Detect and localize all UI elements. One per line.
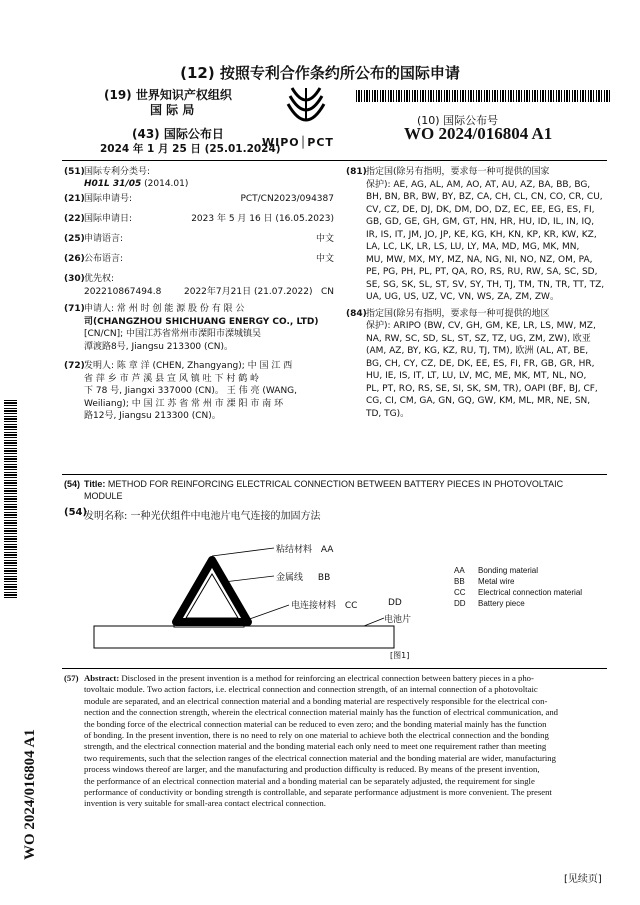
title-cn-text: 发明名称: 一种光伏组件中电池片电气连接的加固方法 bbox=[84, 511, 321, 522]
barcode-top bbox=[356, 90, 610, 102]
label-dd: DD bbox=[388, 598, 402, 608]
label-conn-cn: 电连接材料 bbox=[291, 601, 337, 611]
label-wire-cn: 金属线 bbox=[276, 573, 304, 583]
f84-line: BG, CH, CY, CZ, DE, DK, EE, ES, FI, FR, GB, GR, HR, bbox=[366, 358, 595, 369]
f84-line: (AM, AZ, BY, KG, KZ, RU, TJ, TM), 欧洲 (AL, AT, BE, bbox=[366, 346, 589, 356]
f81-line: MU, MW, MX, MY, MZ, NA, NG, NI, NO, NZ, OM, PA, bbox=[366, 254, 593, 265]
f72-line: 路12号, Jiangsu 213300 (CN)。 bbox=[84, 411, 221, 421]
abstract bbox=[64, 673, 614, 810]
wipo-pct-text: WIPO│PCT bbox=[262, 136, 334, 149]
f21-label: 国际申请号: bbox=[84, 194, 133, 204]
legend-text: Battery piece bbox=[478, 599, 525, 608]
f30-label: 优先权: bbox=[84, 274, 115, 284]
figure-1 bbox=[84, 530, 614, 670]
abstract-text: process windows thereof are larger, and the manufacturing and production difficulty is reduced. By means of the present invention, bbox=[84, 764, 540, 775]
f84-line: 保护): ARIPO (BW, CV, GH, GM, KE, LR, LS, MW, MZ, bbox=[366, 321, 596, 331]
abstract-text: the performance of an electrical connection material and a bonding material can be separately adjusted, the requirement for single bbox=[84, 775, 535, 786]
abstract-line bbox=[84, 696, 614, 707]
title-cn-num: (54) bbox=[64, 507, 88, 518]
abstract-line bbox=[84, 764, 614, 775]
f51-value-suffix: (2014.01) bbox=[141, 179, 189, 189]
f84-line: 指定国(除另有指明，要求每一种可提供的地区 bbox=[366, 308, 550, 319]
f21-value: PCT/CN2023/094387 bbox=[240, 194, 334, 204]
legend-code: DD bbox=[454, 599, 466, 608]
title-en-num: (54) bbox=[64, 479, 81, 489]
f81-line: SE, SG, SK, SL, ST, SV, SY, TH, TJ, TM, TN, TR, TT, TZ, bbox=[366, 279, 605, 290]
f51-label: 国际专利分类号: bbox=[84, 167, 151, 177]
f71-line: 潭渡路8号, Jiangsu 213300 (CN)。 bbox=[84, 341, 234, 352]
f25-label: 申请语言: bbox=[84, 234, 124, 244]
f71-num: (71) bbox=[64, 304, 85, 314]
label-battery: 电池片 bbox=[384, 615, 412, 625]
wipo-logo bbox=[262, 80, 362, 150]
f81-line: 指定国(除另有指明，要求每一种可提供的国家 bbox=[366, 167, 550, 177]
label-bonding-cn: 粘结材料 bbox=[276, 545, 313, 555]
legend-item bbox=[454, 565, 582, 576]
abstract-line bbox=[84, 798, 614, 809]
figure-legend bbox=[454, 565, 582, 609]
abstract-text: two requirements, such that the selection ranges of the electrical connection material and the bonding material are wider, manufacturing bbox=[84, 752, 556, 763]
f26-label: 公布语言: bbox=[84, 254, 124, 264]
f51-num: (51) bbox=[64, 167, 85, 177]
org-code: (19) bbox=[104, 88, 132, 102]
side-pubno: WO 2024/016804 A1 bbox=[22, 729, 38, 860]
f72-num: (72) bbox=[64, 361, 85, 371]
label-cc: CC bbox=[344, 601, 358, 611]
f81-line: GB, GD, GE, GH, GM, GT, HN, HR, HU, ID, IL, IN, IQ, bbox=[366, 217, 595, 227]
legend-item bbox=[454, 576, 582, 587]
legend-code: CC bbox=[454, 588, 466, 597]
title-en-line: MODULE bbox=[84, 491, 123, 501]
f72-line: 发明人: 陈 章 洋 (CHEN, Zhangyang); 中 国 江 西 bbox=[84, 361, 293, 371]
label-conn bbox=[291, 598, 357, 611]
f81-line: IR, IS, IT, JM, JO, JP, KE, KG, KH, KN, KP, KR, KW, KZ, bbox=[366, 229, 597, 240]
label-bonding bbox=[276, 542, 333, 555]
abstract-line bbox=[64, 673, 614, 684]
f51-value: H01L 31/05 bbox=[84, 179, 142, 189]
f81-line: LA, LC, LK, LR, LS, LU, LY, MA, MD, MG, MK, MN, bbox=[366, 242, 580, 252]
f21-num: (21) bbox=[64, 194, 85, 204]
f81-line: 保护): AE, AG, AL, AM, AO, AT, AU, AZ, BA, BB, BG, bbox=[366, 179, 591, 190]
f22-value: 2023 年 5 月 16 日 (16.05.2023) bbox=[191, 214, 334, 224]
f72-line: 省 萍 乡 市 芦 溪 县 宣 风 镇 吐 下 村 鹤 岭 bbox=[84, 373, 260, 384]
legend-text: Bonding material bbox=[478, 566, 539, 575]
figure-caption: [图1] bbox=[390, 651, 410, 660]
pubno-value: WO 2024/016804 A1 bbox=[404, 124, 553, 143]
bib-right bbox=[346, 166, 610, 420]
abstract-line bbox=[84, 741, 614, 752]
org-name: 世界知识产权组织 bbox=[135, 88, 232, 102]
f81-num: (81) bbox=[346, 167, 367, 177]
f81-line: PE, PG, PH, PL, PT, QA, RO, RS, RU, RW, SA, SC, SD, bbox=[366, 267, 598, 277]
legend-code: BB bbox=[454, 577, 465, 586]
title-cn bbox=[64, 507, 321, 522]
f25-num: (25) bbox=[64, 234, 85, 244]
f30-country: CN bbox=[320, 287, 334, 297]
legend-text: Metal wire bbox=[478, 577, 515, 586]
document-title: (12) 按照专利合作条约所公布的国际申请 bbox=[180, 64, 460, 82]
abstract-line bbox=[84, 707, 614, 718]
legend-item bbox=[454, 598, 582, 609]
abstract-line bbox=[84, 753, 614, 764]
f30-app: 202210867494.8 bbox=[84, 287, 162, 297]
abstract-line bbox=[84, 776, 614, 787]
abstract-line bbox=[84, 787, 614, 798]
title-en bbox=[64, 478, 614, 502]
pubdate-label: 国际公布日 bbox=[163, 127, 224, 141]
label-bb: BB bbox=[317, 573, 331, 583]
f22-num: (22) bbox=[64, 214, 85, 224]
legend-text: Electrical connection material bbox=[478, 588, 583, 597]
abstract-text: of bonding. In the present invention, there is no need to rely on one material to achieve both the electrical connection and the bonding bbox=[84, 730, 549, 741]
bib-left bbox=[64, 166, 334, 423]
abstract-text: tovoltaic module. Two action factors, i.e. electrical connection and connection strength, of an internal connection of a photovoltaic bbox=[84, 684, 538, 695]
title-en-label: Title: bbox=[84, 479, 106, 489]
pubdate-label-line bbox=[132, 125, 224, 142]
f84-line: CG, CI, CM, GA, GN, GQ, GW, KM, ML, MR, NE, SN, bbox=[366, 396, 591, 406]
abstract-line bbox=[84, 730, 614, 741]
f84-num: (84) bbox=[346, 308, 367, 319]
abstract-label: Abstract: bbox=[84, 673, 120, 683]
f25-value: 中文 bbox=[315, 234, 334, 244]
f81-block bbox=[346, 166, 610, 304]
f84-line: HU, IE, IS, IT, LT, LU, LV, MC, ME, MK, MT, NL, NO, bbox=[366, 371, 587, 381]
header-rule bbox=[62, 160, 607, 161]
abstract-rule bbox=[62, 668, 607, 669]
f81-line: BH, BN, BR, BW, BY, BZ, CA, CH, CL, CN, CO, CR, CU, bbox=[366, 192, 603, 202]
f26-value: 中文 bbox=[315, 254, 334, 264]
abstract-text: invention is very suitable for small-area contact electrical connection. bbox=[84, 798, 326, 809]
f72-line: 下 78 号, Jiangxi 337000 (CN)。 王 伟 亮 (WANG, bbox=[84, 386, 298, 396]
abstract-text: Disclosed in the present invention is a method for reinforcing an electrical connection between battery pieces in a pho- bbox=[121, 673, 534, 683]
label-wire bbox=[276, 570, 330, 583]
label-aa: AA bbox=[320, 545, 334, 555]
title-en-line: METHOD FOR REINFORCING ELECTRICAL CONNECTION BETWEEN BATTERY PIECES IN PHOTOVOLTAIC bbox=[107, 479, 564, 489]
abstract-text: nection and the connection strength, wherein the electrical connection material mainly has the function of electrical communication, and bbox=[84, 707, 559, 718]
abstract-text: the bonding force of the electrical connection material can be reduced to even zero; and the bonding material mainly has the function bbox=[84, 718, 547, 729]
pubno-label: (10) 国际公布号 bbox=[417, 114, 499, 127]
battery-piece-shape bbox=[94, 626, 394, 648]
f84-line: PL, PT, RO, RS, SE, SI, SK, SM, TR), OAPI (BF, BJ, CF, bbox=[366, 383, 598, 394]
f71-line: [CN/CN]; 中国江苏省常州市溧阳市溧城镇吴 bbox=[84, 329, 261, 339]
f81-line: CV, CZ, DE, DJ, DK, DM, DO, DZ, EC, EE, EG, ES, FI, bbox=[366, 204, 595, 215]
abstract-text: performance of conductivity or bonding strength is controllable, and separate performance adjustment is more convenient. The present bbox=[84, 787, 552, 798]
f26-num: (26) bbox=[64, 254, 85, 264]
barcode-side bbox=[4, 398, 17, 598]
legend-item bbox=[454, 587, 582, 598]
f72-line: Weiliang); 中 国 江 苏 省 常 州 市 溧 阳 市 南 环 bbox=[84, 398, 284, 409]
f22-label: 国际申请日: bbox=[84, 214, 133, 224]
continued-marker: [见续页] bbox=[564, 874, 602, 885]
f71-line: 司(CHANGZHOU SHICHUANG ENERGY CO., LTD) bbox=[84, 316, 319, 327]
org-bureau: 国 际 局 bbox=[150, 103, 195, 117]
abstract-line bbox=[84, 684, 614, 695]
abstract-line bbox=[84, 719, 614, 730]
abstract-text: module are separated, and an electrical connection material and a bonding material are respectively responsible for the electrical con- bbox=[84, 695, 548, 706]
title-rule bbox=[62, 474, 607, 475]
abstract-num: (57) bbox=[64, 673, 79, 683]
f30-date: 2022年7月21日 (21.07.2022) bbox=[184, 287, 313, 297]
f84-line: NA, RW, SC, SD, SL, ST, SZ, TZ, UG, ZM, ZW), 欧亚 bbox=[366, 333, 591, 344]
f71-line: 申请人: 常 州 时 创 能 源 股 份 有 限 公 bbox=[84, 304, 245, 314]
legend-code: AA bbox=[454, 566, 465, 575]
f84-line: TD, TG)。 bbox=[366, 408, 410, 419]
pubdate-value: 2024 年 1 月 25 日 (25.01.2024) bbox=[100, 143, 281, 155]
f81-line: UA, UG, US, UZ, VC, VN, WS, ZA, ZM, ZW。 bbox=[366, 292, 559, 302]
abstract-text: strength, and the electrical connection material and the bonding material each only need to meet one requirement rather than meeting bbox=[84, 741, 547, 752]
pubdate-code: (43) bbox=[132, 127, 160, 141]
f84-block bbox=[346, 308, 610, 421]
f30-num: (30) bbox=[64, 274, 85, 284]
